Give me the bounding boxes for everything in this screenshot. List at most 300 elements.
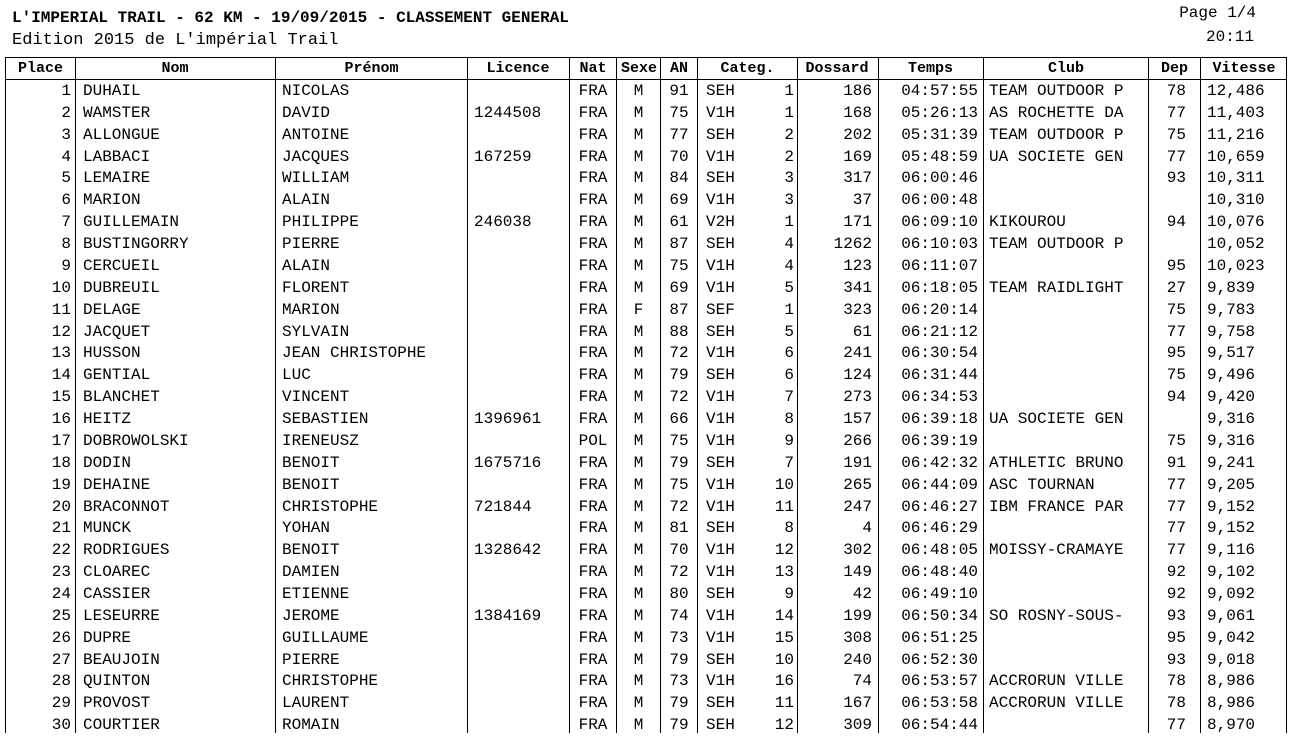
cell-categ: SEF xyxy=(706,300,735,319)
cell-sexe: M xyxy=(633,256,644,275)
table-row xyxy=(0,102,1291,124)
cell-place: 21 xyxy=(51,519,71,538)
cell-nat: FRA xyxy=(578,541,608,560)
cell-nom: CLOAREC xyxy=(83,563,151,582)
cell-sexe: F xyxy=(633,300,644,319)
cell-nom: MARION xyxy=(83,191,141,210)
cell-nom: PROVOST xyxy=(83,694,151,713)
cell-nom: MUNCK xyxy=(83,519,132,538)
cell-dossard: 61 xyxy=(852,322,872,341)
cell-dossard: 265 xyxy=(843,475,872,494)
cell-nom: GENTIAL xyxy=(83,366,151,385)
cell-categ-rank: 4 xyxy=(784,256,794,275)
cell-dossard: 167 xyxy=(843,694,872,713)
column-header-vitesse: Vitesse xyxy=(1212,60,1276,77)
cell-dossard: 1262 xyxy=(833,235,872,254)
cell-nom: BLANCHET xyxy=(83,388,160,407)
cell-prenom: BENOIT xyxy=(282,541,340,560)
cell-temps: 06:31:44 xyxy=(901,366,978,385)
cell-club: ACCRORUN VILLE xyxy=(989,694,1124,713)
cell-place: 17 xyxy=(51,431,71,450)
cell-dossard: 247 xyxy=(843,497,872,516)
cell-an: 87 xyxy=(669,300,689,319)
table-row xyxy=(0,167,1291,189)
table-row xyxy=(0,583,1291,605)
cell-sexe: M xyxy=(633,169,644,188)
table-row xyxy=(0,561,1291,583)
cell-sexe: M xyxy=(633,147,644,166)
cell-categ-rank: 7 xyxy=(784,453,794,472)
cell-an: 81 xyxy=(669,519,689,538)
table-row xyxy=(0,342,1291,364)
cell-an: 61 xyxy=(669,213,689,232)
cell-categ: SEH xyxy=(706,322,735,341)
cell-categ: SEH xyxy=(706,716,735,735)
cell-dossard: 191 xyxy=(843,453,872,472)
cell-dep: 94 xyxy=(1166,388,1186,407)
cell-an: 75 xyxy=(669,256,689,275)
cell-prenom: JEAN CHRISTOPHE xyxy=(282,344,427,363)
cell-categ-rank: 1 xyxy=(784,300,794,319)
cell-dossard: 323 xyxy=(843,300,872,319)
cell-vitesse: 9,316 xyxy=(1207,410,1256,429)
cell-nat: FRA xyxy=(578,191,608,210)
cell-licence: 1384169 xyxy=(474,606,542,625)
cell-dossard: 202 xyxy=(843,125,872,144)
cell-nat: FRA xyxy=(578,300,608,319)
cell-dep: 77 xyxy=(1166,322,1186,341)
cell-vitesse: 9,018 xyxy=(1207,650,1256,669)
cell-place: 25 xyxy=(51,606,71,625)
cell-categ: V1H xyxy=(706,606,735,625)
cell-place: 12 xyxy=(51,322,71,341)
cell-place: 6 xyxy=(61,191,71,210)
cell-dossard: 123 xyxy=(843,256,872,275)
cell-an: 79 xyxy=(669,716,689,735)
cell-licence: 1328642 xyxy=(474,541,542,560)
cell-nom: BEAUJOIN xyxy=(83,650,160,669)
cell-nom: DUPRE xyxy=(83,628,132,647)
column-divider xyxy=(697,57,698,733)
cell-dep: 95 xyxy=(1166,628,1186,647)
cell-prenom: ETIENNE xyxy=(282,585,350,603)
column-divider xyxy=(1148,57,1149,733)
cell-nat: FRA xyxy=(578,410,608,429)
cell-sexe: M xyxy=(633,366,644,385)
cell-categ-rank: 8 xyxy=(784,410,794,429)
column-header-nom: Nom xyxy=(161,60,189,77)
cell-categ-rank: 15 xyxy=(774,628,794,647)
cell-an: 72 xyxy=(669,344,689,363)
cell-place: 13 xyxy=(51,344,71,363)
cell-dossard: 241 xyxy=(843,344,872,363)
cell-temps: 06:11:07 xyxy=(901,256,978,275)
column-divider xyxy=(660,57,661,733)
cell-prenom: NICOLAS xyxy=(282,82,350,100)
cell-nat: FRA xyxy=(578,256,608,275)
cell-categ: V1H xyxy=(706,541,735,560)
cell-vitesse: 10,311 xyxy=(1207,169,1265,188)
cell-an: 74 xyxy=(669,606,689,625)
cell-nom: COURTIER xyxy=(83,716,160,735)
cell-categ: SEH xyxy=(706,82,735,100)
table-row xyxy=(0,364,1291,386)
cell-nat: FRA xyxy=(578,103,608,122)
cell-nom: QUINTON xyxy=(83,672,151,691)
cell-nat: FRA xyxy=(578,147,608,166)
cell-an: 72 xyxy=(669,497,689,516)
cell-vitesse: 9,061 xyxy=(1207,606,1256,625)
print-time: 20:11 xyxy=(1205,28,1254,46)
cell-dep: 75 xyxy=(1166,125,1186,144)
cell-vitesse: 10,310 xyxy=(1207,191,1265,210)
cell-place: 2 xyxy=(61,103,71,122)
column-header-club: Club xyxy=(1047,60,1084,77)
cell-categ-rank: 7 xyxy=(784,388,794,407)
cell-categ-rank: 12 xyxy=(774,716,794,735)
cell-place: 28 xyxy=(51,672,71,691)
cell-an: 84 xyxy=(669,169,689,188)
cell-prenom: YOHAN xyxy=(282,519,331,538)
cell-dep: 91 xyxy=(1166,453,1186,472)
cell-categ: V1H xyxy=(706,278,735,297)
cell-nom: DELAGE xyxy=(83,300,141,319)
cell-categ-rank: 1 xyxy=(784,82,794,100)
column-header-categ: Categ. xyxy=(720,60,775,77)
cell-temps: 06:50:34 xyxy=(901,606,978,625)
cell-prenom: GUILLAUME xyxy=(282,628,369,647)
cell-categ: SEH xyxy=(706,169,735,188)
cell-nat: FRA xyxy=(578,82,608,100)
cell-temps: 06:39:18 xyxy=(901,410,978,429)
cell-club: SO ROSNY-SOUS- xyxy=(989,606,1124,625)
cell-dep: 95 xyxy=(1166,344,1186,363)
cell-club: UA SOCIETE GEN xyxy=(989,410,1124,429)
table-row xyxy=(0,430,1291,452)
table-row xyxy=(0,189,1291,211)
cell-place: 15 xyxy=(51,388,71,407)
cell-nat: FRA xyxy=(578,650,608,669)
cell-nom: BUSTINGORRY xyxy=(83,235,189,254)
cell-club: AS ROCHETTE DA xyxy=(989,103,1124,122)
cell-dossard: 309 xyxy=(843,716,872,735)
cell-dep: 78 xyxy=(1166,82,1186,100)
cell-temps: 06:54:44 xyxy=(901,716,978,735)
cell-categ-rank: 10 xyxy=(774,475,794,494)
cell-nom: CERCUEIL xyxy=(83,256,160,275)
cell-temps: 06:21:12 xyxy=(901,322,978,341)
cell-dep: 78 xyxy=(1166,672,1186,691)
cell-sexe: M xyxy=(633,213,644,232)
cell-dep: 92 xyxy=(1166,585,1186,603)
cell-nat: FRA xyxy=(578,585,608,603)
cell-sexe: M xyxy=(633,541,644,560)
cell-prenom: IRENEUSZ xyxy=(282,431,359,450)
cell-nat: FRA xyxy=(578,475,608,494)
cell-categ: SEH xyxy=(706,453,735,472)
cell-dossard: 308 xyxy=(843,628,872,647)
cell-club: TEAM OUTDOOR P xyxy=(989,125,1124,144)
cell-place: 27 xyxy=(51,650,71,669)
column-header-temps: Temps xyxy=(907,60,953,77)
cell-prenom: SEBASTIEN xyxy=(282,410,369,429)
table-row xyxy=(0,386,1291,408)
cell-prenom: BENOIT xyxy=(282,453,340,472)
column-header-sexe: Sexe xyxy=(620,60,657,77)
table-row xyxy=(0,211,1291,233)
cell-categ-rank: 11 xyxy=(774,497,794,516)
cell-an: 66 xyxy=(669,410,689,429)
cell-place: 9 xyxy=(61,256,71,275)
cell-categ-rank: 14 xyxy=(774,606,794,625)
cell-vitesse: 12,486 xyxy=(1207,82,1265,100)
table-row xyxy=(0,517,1291,539)
cell-place: 19 xyxy=(51,475,71,494)
cell-vitesse: 10,023 xyxy=(1207,256,1265,275)
table-row xyxy=(0,627,1291,649)
cell-vitesse: 9,839 xyxy=(1207,278,1256,297)
cell-categ-rank: 1 xyxy=(784,103,794,122)
column-divider xyxy=(983,57,984,733)
column-divider xyxy=(878,57,879,733)
cell-categ: V1H xyxy=(706,497,735,516)
cell-nat: FRA xyxy=(578,694,608,713)
cell-an: 79 xyxy=(669,453,689,472)
cell-categ-rank: 5 xyxy=(784,278,794,297)
cell-nat: FRA xyxy=(578,213,608,232)
column-header-place: Place xyxy=(17,60,63,77)
cell-nom: HUSSON xyxy=(83,344,141,363)
page-number: Page 1/4 xyxy=(1179,4,1256,22)
cell-nat: FRA xyxy=(578,366,608,385)
cell-nom: CASSIER xyxy=(83,585,151,603)
cell-nat: FRA xyxy=(578,278,608,297)
cell-prenom: LAURENT xyxy=(282,694,350,713)
cell-place: 24 xyxy=(51,585,71,603)
cell-dossard: 37 xyxy=(852,191,872,210)
cell-nom: LEMAIRE xyxy=(83,169,151,188)
cell-nat: FRA xyxy=(578,125,608,144)
cell-categ: V2H xyxy=(706,213,735,232)
cell-nat: FRA xyxy=(578,606,608,625)
cell-nom: LESEURRE xyxy=(83,606,160,625)
cell-categ-rank: 10 xyxy=(774,650,794,669)
cell-club: IBM FRANCE PAR xyxy=(989,497,1124,516)
cell-categ: SEH xyxy=(706,235,735,254)
cell-licence: 721844 xyxy=(474,497,532,516)
cell-place: 4 xyxy=(61,147,71,166)
cell-prenom: JEROME xyxy=(282,606,340,625)
cell-temps: 06:30:54 xyxy=(901,344,978,363)
cell-sexe: M xyxy=(633,278,644,297)
cell-vitesse: 8,986 xyxy=(1207,672,1256,691)
cell-dep: 77 xyxy=(1166,147,1186,166)
cell-sexe: M xyxy=(633,453,644,472)
cell-sexe: M xyxy=(633,497,644,516)
cell-categ: V1H xyxy=(706,410,735,429)
cell-categ-rank: 5 xyxy=(784,322,794,341)
cell-place: 29 xyxy=(51,694,71,713)
column-divider xyxy=(1286,57,1287,733)
cell-vitesse: 8,970 xyxy=(1207,716,1256,735)
cell-vitesse: 10,076 xyxy=(1207,213,1265,232)
cell-dossard: 124 xyxy=(843,366,872,385)
table-row xyxy=(0,496,1291,518)
cell-categ-rank: 13 xyxy=(774,563,794,582)
cell-categ: SEH xyxy=(706,366,735,385)
cell-place: 10 xyxy=(51,278,71,297)
column-header-dossard: Dossard xyxy=(805,60,869,77)
cell-an: 79 xyxy=(669,366,689,385)
cell-temps: 05:48:59 xyxy=(901,147,978,166)
cell-vitesse: 10,052 xyxy=(1207,235,1265,254)
cell-dossard: 186 xyxy=(843,82,872,100)
table-row xyxy=(0,146,1291,168)
cell-licence: 246038 xyxy=(474,213,532,232)
cell-sexe: M xyxy=(633,672,644,691)
cell-sexe: M xyxy=(633,191,644,210)
cell-categ-rank: 1 xyxy=(784,213,794,232)
cell-club: TEAM OUTDOOR P xyxy=(989,235,1124,254)
table-row xyxy=(0,539,1291,561)
table-top-border xyxy=(5,57,1286,58)
cell-dep: 75 xyxy=(1166,366,1186,385)
table-row xyxy=(0,692,1291,714)
cell-vitesse: 9,758 xyxy=(1207,322,1256,341)
cell-categ: SEH xyxy=(706,650,735,669)
cell-temps: 06:00:46 xyxy=(901,169,978,188)
cell-nat: FRA xyxy=(578,235,608,254)
cell-categ: V1H xyxy=(706,475,735,494)
table-row xyxy=(0,670,1291,692)
cell-dossard: 302 xyxy=(843,541,872,560)
cell-club: TEAM OUTDOOR P xyxy=(989,82,1124,100)
cell-temps: 06:46:27 xyxy=(901,497,978,516)
cell-vitesse: 9,205 xyxy=(1207,475,1256,494)
cell-sexe: M xyxy=(633,235,644,254)
cell-dep: 94 xyxy=(1166,213,1186,232)
cell-club: ATHLETIC BRUNO xyxy=(989,453,1124,472)
cell-prenom: WILLIAM xyxy=(282,169,350,188)
cell-dossard: 168 xyxy=(843,103,872,122)
cell-temps: 06:34:53 xyxy=(901,388,978,407)
cell-prenom: PIERRE xyxy=(282,235,340,254)
cell-prenom: LUC xyxy=(282,366,311,385)
table-row xyxy=(0,80,1291,102)
cell-temps: 06:42:32 xyxy=(901,453,978,472)
cell-dep: 77 xyxy=(1166,716,1186,735)
cell-categ: SEH xyxy=(706,125,735,144)
column-header-nat: Nat xyxy=(579,60,607,77)
cell-dossard: 341 xyxy=(843,278,872,297)
cell-prenom: CHRISTOPHE xyxy=(282,497,379,516)
cell-sexe: M xyxy=(633,519,644,538)
cell-an: 72 xyxy=(669,563,689,582)
cell-an: 69 xyxy=(669,191,689,210)
table-row xyxy=(0,605,1291,627)
cell-an: 79 xyxy=(669,694,689,713)
column-divider xyxy=(1200,57,1201,733)
cell-nom: GUILLEMAIN xyxy=(83,213,180,232)
cell-an: 75 xyxy=(669,103,689,122)
cell-nom: WAMSTER xyxy=(83,103,151,122)
cell-vitesse: 9,496 xyxy=(1207,366,1256,385)
cell-dossard: 157 xyxy=(843,410,872,429)
cell-prenom: ALAIN xyxy=(282,256,331,275)
cell-temps: 05:31:39 xyxy=(901,125,978,144)
cell-place: 7 xyxy=(61,213,71,232)
cell-categ: V1H xyxy=(706,672,735,691)
cell-categ: V1H xyxy=(706,344,735,363)
cell-prenom: ROMAIN xyxy=(282,716,340,735)
cell-sexe: M xyxy=(633,563,644,582)
cell-dossard: 273 xyxy=(843,388,872,407)
cell-dep: 95 xyxy=(1166,256,1186,275)
column-divider xyxy=(797,57,798,733)
cell-categ-rank: 6 xyxy=(784,344,794,363)
cell-nat: FRA xyxy=(578,169,608,188)
cell-dep: 75 xyxy=(1166,431,1186,450)
cell-prenom: FLORENT xyxy=(282,278,350,297)
cell-temps: 04:57:55 xyxy=(901,82,978,100)
cell-categ: V1H xyxy=(706,147,735,166)
cell-nat: FRA xyxy=(578,628,608,647)
cell-place: 11 xyxy=(51,300,71,319)
cell-categ: V1H xyxy=(706,563,735,582)
cell-vitesse: 9,102 xyxy=(1207,563,1256,582)
cell-dep: 75 xyxy=(1166,300,1186,319)
column-divider xyxy=(467,57,468,733)
cell-an: 72 xyxy=(669,388,689,407)
cell-nat: FRA xyxy=(578,672,608,691)
cell-club: ASC TOURNAN xyxy=(989,475,1095,494)
cell-place: 8 xyxy=(61,235,71,254)
cell-prenom: CHRISTOPHE xyxy=(282,672,379,691)
cell-temps: 06:53:57 xyxy=(901,672,978,691)
cell-dep: 93 xyxy=(1166,169,1186,188)
cell-vitesse: 9,420 xyxy=(1207,388,1256,407)
cell-categ: SEH xyxy=(706,519,735,538)
cell-categ: V1H xyxy=(706,628,735,647)
cell-dossard: 199 xyxy=(843,606,872,625)
cell-nat: FRA xyxy=(578,519,608,538)
cell-prenom: BENOIT xyxy=(282,475,340,494)
cell-prenom: ANTOINE xyxy=(282,125,350,144)
cell-dossard: 74 xyxy=(852,672,872,691)
cell-dep: 92 xyxy=(1166,563,1186,582)
table-row xyxy=(0,255,1291,277)
cell-categ-rank: 2 xyxy=(784,147,794,166)
column-header-prenom: Prénom xyxy=(344,60,399,77)
cell-vitesse: 9,152 xyxy=(1207,497,1256,516)
column-header-an: AN xyxy=(669,60,688,77)
cell-nom: BRACONNOT xyxy=(83,497,170,516)
cell-dep: 93 xyxy=(1166,650,1186,669)
cell-place: 16 xyxy=(51,410,71,429)
cell-an: 73 xyxy=(669,628,689,647)
table-row xyxy=(0,452,1291,474)
cell-dep: 77 xyxy=(1166,103,1186,122)
cell-an: 80 xyxy=(669,585,689,603)
cell-categ: SEH xyxy=(706,585,735,603)
cell-vitesse: 9,092 xyxy=(1207,585,1256,603)
cell-sexe: M xyxy=(633,322,644,341)
cell-place: 23 xyxy=(51,563,71,582)
cell-licence: 1675716 xyxy=(474,453,542,472)
cell-an: 88 xyxy=(669,322,689,341)
cell-nom: DEHAINE xyxy=(83,475,151,494)
cell-temps: 06:48:40 xyxy=(901,563,978,582)
